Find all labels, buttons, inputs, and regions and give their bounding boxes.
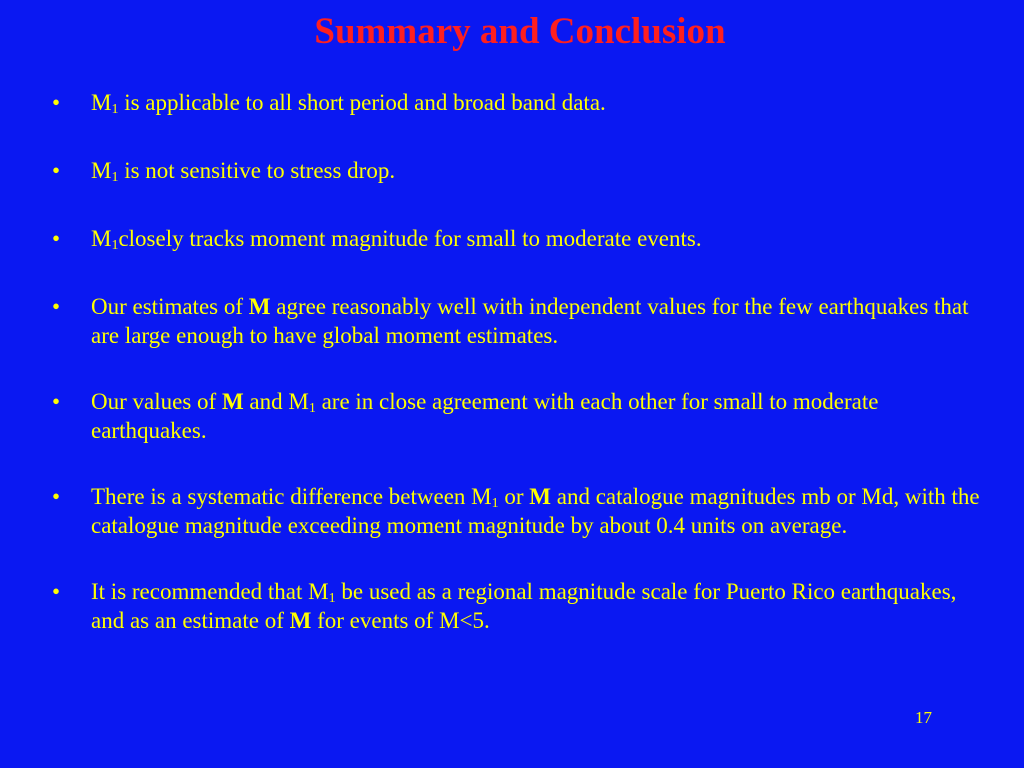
page-number: 17 xyxy=(915,708,932,727)
subscript: 1 xyxy=(328,591,336,606)
bullet-mark: • xyxy=(52,294,61,319)
bullet-text: $M_1$ is not sensitive to stress drop. xyxy=(91,158,396,185)
bullet-item xyxy=(52,482,992,540)
bullet-item xyxy=(52,156,992,185)
bullet-mark: • xyxy=(52,90,61,115)
bullet-mark: • xyxy=(52,226,61,251)
slide-title: Summary and Conclusion xyxy=(314,11,726,52)
subscript: 1 xyxy=(111,102,119,117)
bullet-item xyxy=(52,387,992,445)
bullet-item xyxy=(52,88,992,117)
bullet-text: $M_1$ is applicable to all short period and broad band data. xyxy=(91,90,606,117)
bullet-list xyxy=(52,88,992,672)
bullet-text: $M_1closely$ tracks moment magnitude for small to moderate events. xyxy=(91,226,702,253)
bullet-item xyxy=(52,224,992,253)
moment-magnitude-symbol: M xyxy=(289,608,312,633)
moment-magnitude-symbol: M xyxy=(248,294,271,319)
bullet-mark: • xyxy=(52,158,61,183)
subscript: 1 xyxy=(491,496,499,511)
bullet-text: There is a systematic difference between $M_1$ or M and catalogue magnitudes mb or Md, with the catalogue magnitude exceeding moment magnitude by about 0.4 units on average. xyxy=(91,484,980,538)
bullet-item xyxy=(52,292,992,350)
bullet-item xyxy=(52,577,992,635)
bullet-mark: • xyxy=(52,484,61,509)
subscript: 1 xyxy=(111,238,119,253)
moment-magnitude-symbol: M xyxy=(221,389,244,414)
bullet-text: Our values of M and $M_1$ are in close agreement with each other for small to moderate earthquakes. xyxy=(91,389,879,443)
bullet-mark: • xyxy=(52,579,61,604)
bullet-mark: • xyxy=(52,389,61,414)
subscript: 1 xyxy=(111,170,119,185)
bullet-text: It is recommended that $M_1$ be used as a regional magnitude scale for Puerto Rico earthquakes, and as an estimate of M for events of M<5. xyxy=(91,579,957,633)
bullet-text: Our estimates of M agree reasonably well with independent values for the few earthquakes that are large enough to have global moment estimates. xyxy=(91,294,969,348)
moment-magnitude-symbol: M xyxy=(529,484,552,509)
subscript: 1 xyxy=(308,401,316,416)
